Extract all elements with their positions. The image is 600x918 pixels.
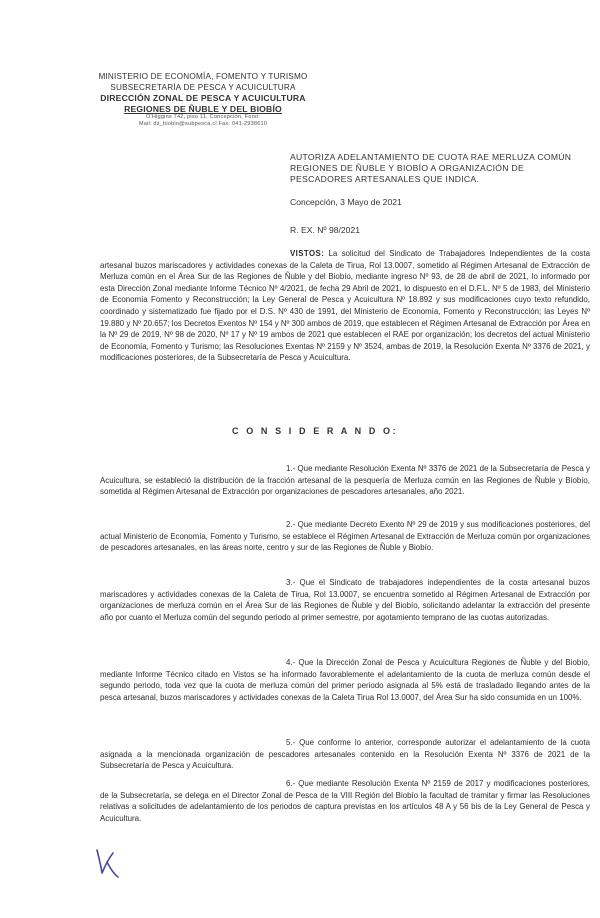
letterhead-direccion: DIRECCIÓN ZONAL DE PESCA Y ACUICULTURA: [100, 93, 306, 103]
letterhead: [88, 72, 318, 128]
considerando-heading: C O N S I D E R A N D O:: [232, 426, 399, 436]
considerando-5: 5.- Que conforme lo anterior, corresponde autorizar el adelantamiento de la cuota asignada a la mencionada organización de pescadores artesanales contenido en la Resolución Exenta Nº 3376 de 2021 de la Subsecretaría de Pesca y Acuicultura.: [100, 738, 590, 771]
letterhead-address: O'Higgins 742, piso 11, Concepción, Fono:: [146, 114, 260, 120]
vistos-paragraph: [100, 248, 590, 364]
letterhead-ministry: MINISTERIO DE ECONOMÍA, FOMENTO Y TURISMO: [98, 72, 308, 81]
letterhead-contact: Mail: dz_biobio@subpesca.cl Fax: 041-2938610: [138, 121, 268, 127]
vistos-label: VISTOS:: [290, 249, 325, 258]
handwritten-initial-mark: [92, 846, 122, 880]
resolution-number: R. EX. Nº 98/2021: [290, 225, 361, 235]
considerando-6: 6.- Que mediante Resolución Exenta Nº 2159 de 2017 y modificaciones posteriores, de la Subsecretaría, se delega en el Director Zonal de Pesca de la VIII Región del Biobío la facultad de tramitar y firmar las Resoluciones relativas a solicitudes de adelantamiento de los periodos de captura previstas en los artículos 48 A y 56 bis de la Ley General de Pesca y Acuicultura.: [100, 779, 590, 823]
handwritten-initial-icon: [92, 846, 122, 880]
considerando-2: 2.- Que mediante Decreto Exento Nº 29 de 2019 y sus modificaciones posteriores, del actual Ministerio de Economía, Fomento y Turismo, se establece el Régimen Artesanal de Extracción de Merluza común por organizaciones de pescadores artesanales, en las áreas norte, centro y sur de las Regiones de Ñuble y Biobío.: [100, 520, 590, 553]
letterhead-subsecretaria: SUBSECRETARÍA DE PESCA Y ACUICULTURA: [110, 82, 296, 92]
document-title: AUTORIZA ADELANTAMIENTO DE CUOTA RAE MERLUZA COMÚN REGIONES DE ÑUBLE Y BIOBÍO A ORGANIZACIÓN DE PESCADORES ARTESANALES QUE INDICA.: [290, 152, 572, 184]
considerando-4: 4.- Que la Dirección Zonal de Pesca y Acuicultura Regiones de Ñuble y del Biobío, mediante Informe Técnico citado en Vistos se ha informado favorablemente el adelantamiento de la cuota de merluza común desde el segundo periodo, toda vez que la cuota de merluza común del primer periodo asignada al 5% está de trasladado llegando antes de la pesca artesanal, buzos mariscadores y actividades conexas de la Caleta Tirua Rol 13.0007, del Área Sur ha sido consumida en un 100%.: [100, 658, 590, 702]
considerando-1: 1.- Que mediante Resolución Exenta Nº 3376 de 2021 de la Subsecretaría de Pesca y Acuicultura, se estableció la distribución de la fracción artesanal de la pesquería de Merluza común en las Regiones de Ñuble y Biobío, sometida al Régimen Artesanal de Extracción por organizaciones de pescadores artesanales, año 2021.: [100, 464, 590, 497]
considerando-3: 3.- Que el Sindicato de trabajadores independientes de la costa artesanal buzos mariscadores y actividades conexas de la Caleta de Tirua, Rol 13.0007, se encuentra sometido al Régimen Artesanal de Extracción por organizaciones de merluza común en el Área Sur de las Regiones de Ñuble y del Biobío, solicitando adelantar la extracción del presente año por cuanto el Merluza común del segundo periodo al primer semestre, por agotamiento temprano de las cuotas autorizadas.: [100, 578, 590, 622]
document-date: Concepción, 3 Mayo de 2021: [290, 197, 402, 207]
vistos-text: La solicitud del Sindicato de Trabajadores Independientes de la costa artesanal buzos mariscadores y actividades conexas de la Caleta de Tirua, Rol 13.0007, sometido al Régimen Artesanal de Extracción de Merluza común en el Área Sur de las Regiones de Ñuble y del Biobío, mediante ingreso Nº 93, de 28 de abril de 2021, lo informado por esta Dirección Zonal mediante Informe Técnico Nº 4/2021, de fecha 29 Abril de 2021, lo dispuesto en el D.F.L. Nº 5 de 1983, del Ministerio de Economía Fomento y Reconstrucción; la Ley General de Pesca y Acuicultura Nº 18.892 y sus modificaciones cuyo texto refundido, coordinado y sistematizado fue fijado por el D.S. Nº 430 de 1991, del Ministerio de Economía, Fomento y Reconstrucción; las Leyes Nº 19.880 y Nº 20.657; los Decretos Exentos Nº 154 y Nº 300 ambos de 2019, que establecen el Régimen Artesanal de Extracción por Área en la Nº 29 de 2019, Nº 98 de 2020, Nº 17 y Nº 19 ambos de 2021 que establecen el RAE por organización; los decretos del actual Ministerio de Economía, Fomento y Turismo; las Resoluciones Exentas Nº 2159 y Nº 3524, ambas de 2019, la Resolución Exenta Nº 3376 de 2021, y modificaciones posteriores, de la Subsecretaría de Pesca y Acuicultura.: [100, 249, 590, 363]
letterhead-regiones: REGIONES DE ÑUBLE Y DEL BIOBÍO: [124, 103, 282, 114]
